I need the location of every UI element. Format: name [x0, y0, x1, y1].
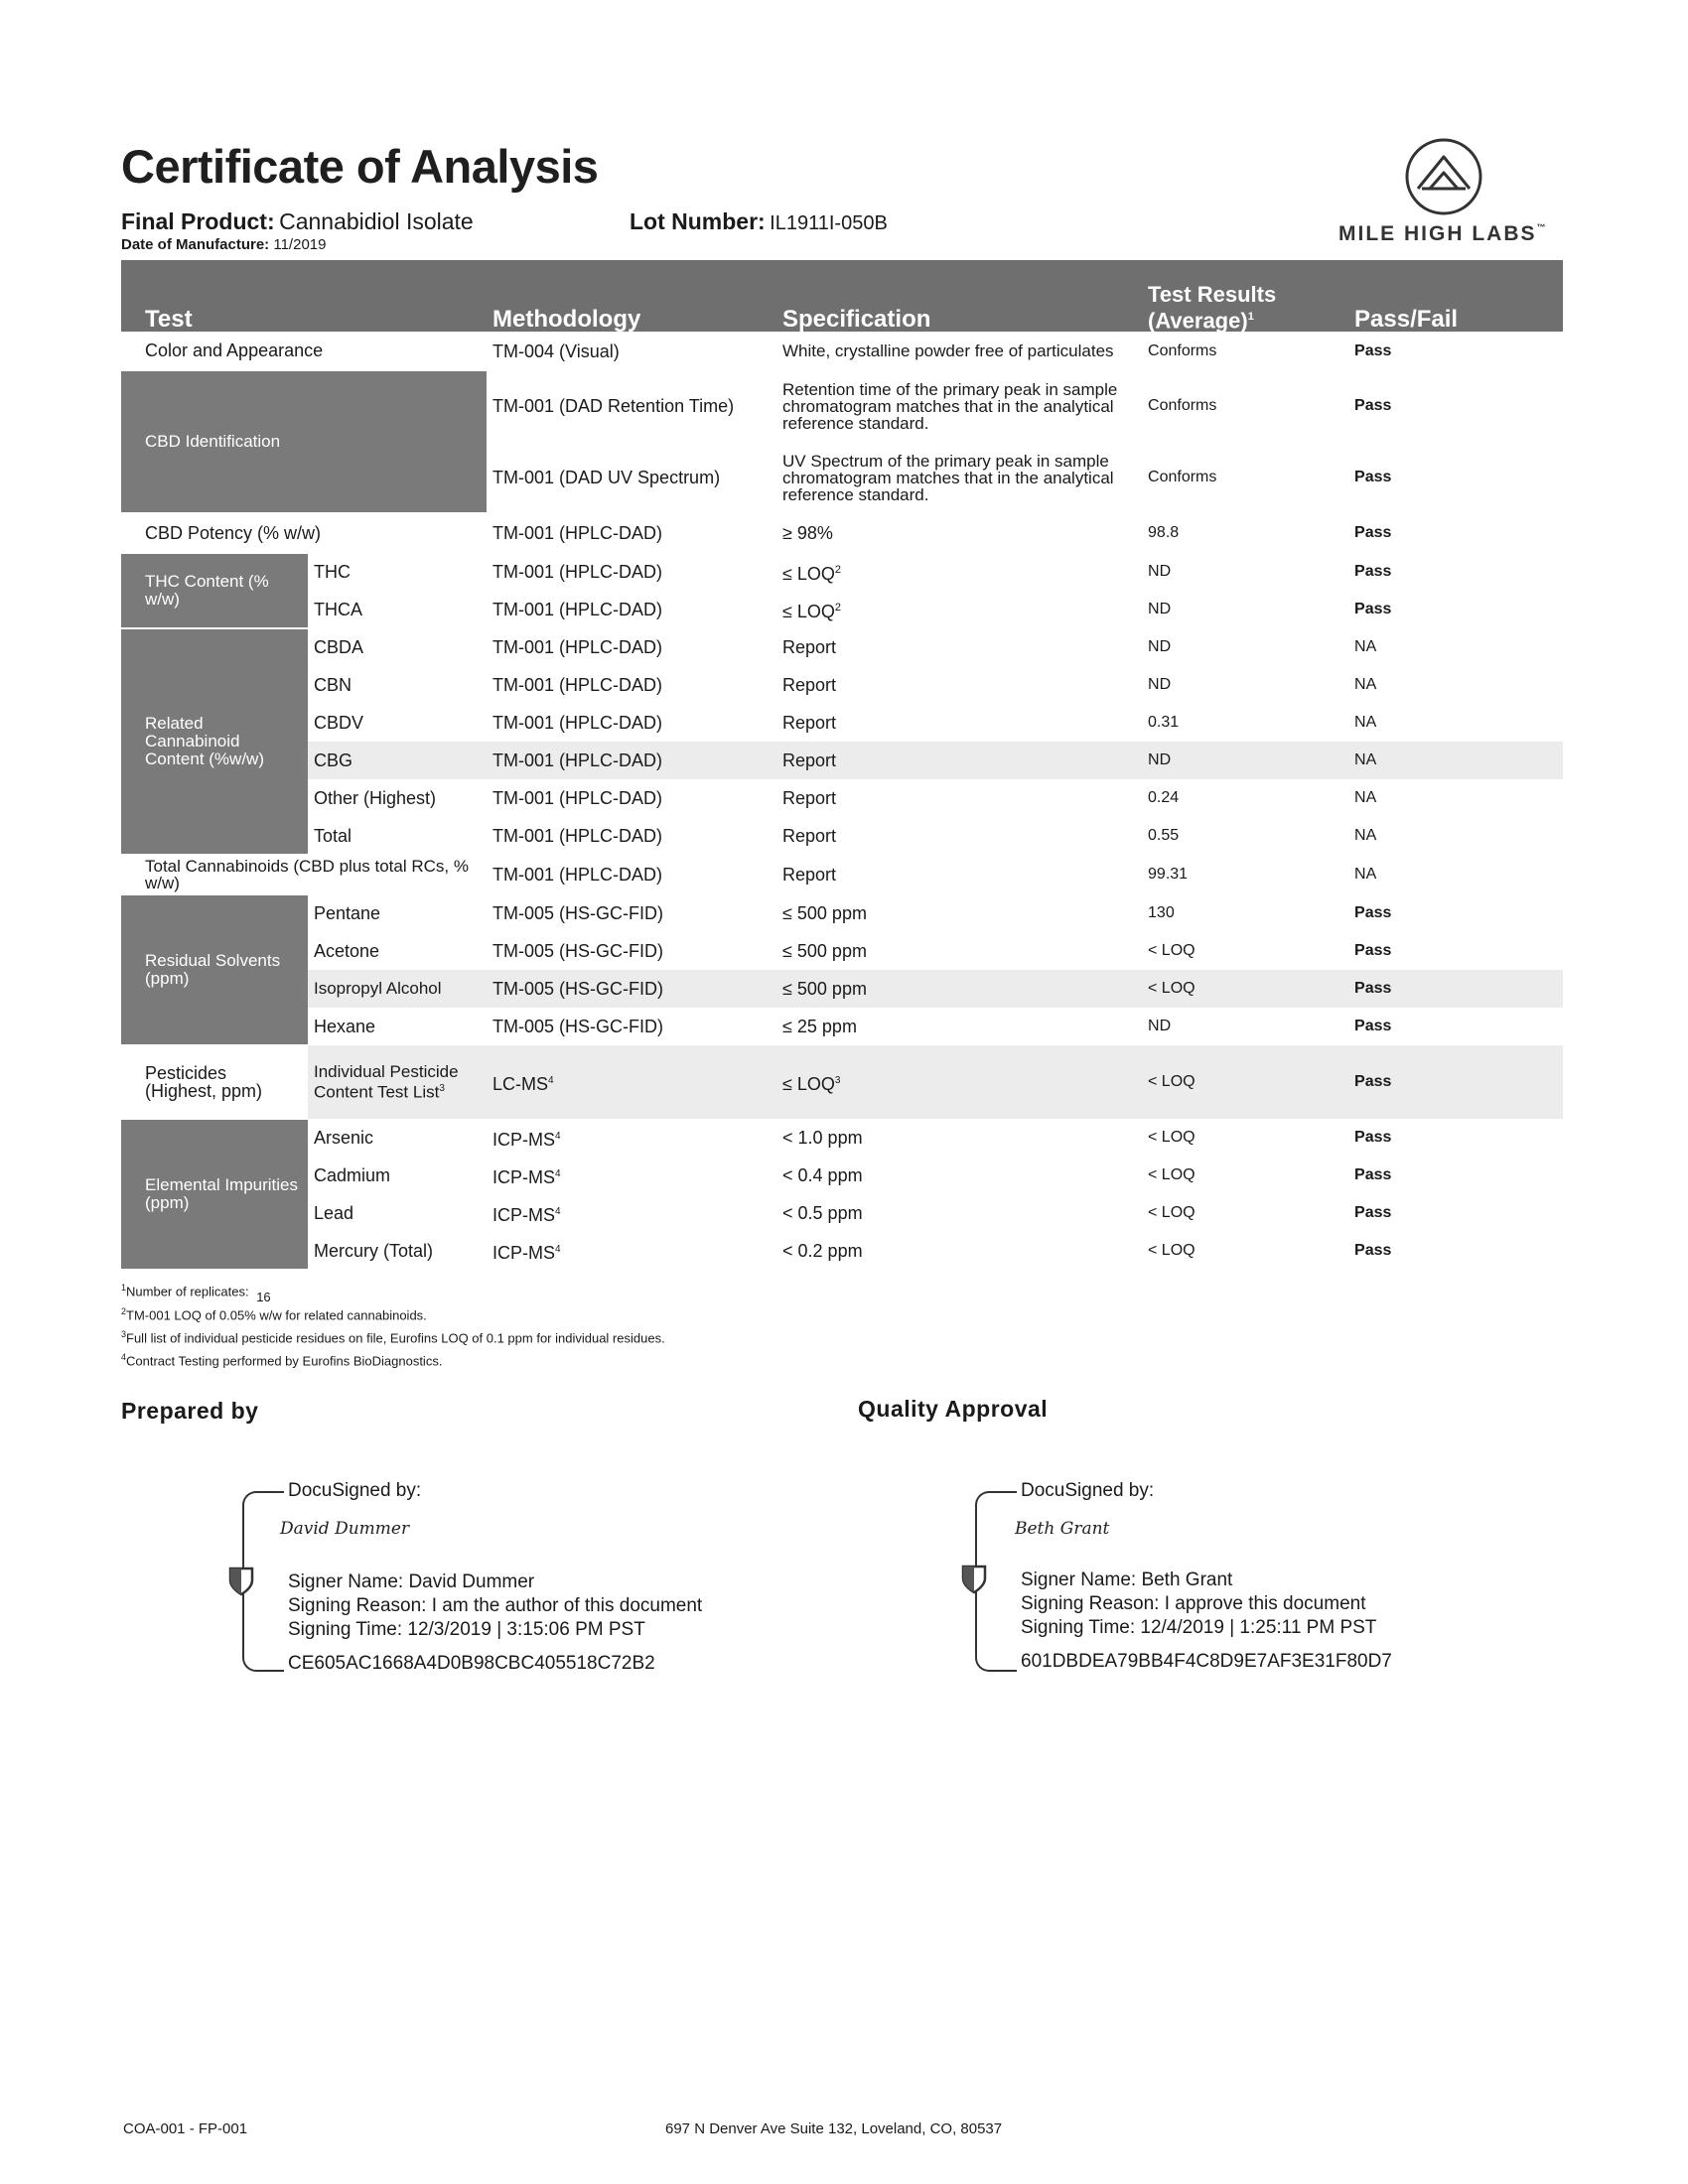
footnote-text: Number of replicates: [126, 1284, 249, 1299]
spec: < 1.0 ppm [782, 1128, 863, 1148]
spec [776, 591, 1142, 628]
signing-reason: Signing Reason: I approve this document [1021, 1593, 1366, 1614]
table-row [121, 970, 1563, 1008]
result: < LOQ [1148, 1204, 1196, 1221]
spec: < 0.4 ppm [782, 1165, 863, 1185]
signature-details [1021, 1569, 1376, 1640]
col-header-methodology: Methodology [487, 260, 776, 332]
group-label: Residual Solvents (ppm) [121, 894, 308, 1045]
footnote-3 [121, 1329, 665, 1345]
table-row [121, 1008, 1563, 1045]
pass-fail: Pass [1348, 1045, 1563, 1119]
spec: UV Spectrum of the primary peak in sample chromatogram matches that in the analytical reference standard. [782, 451, 1114, 504]
result: 99.31 [1148, 866, 1189, 883]
shield-icon [961, 1565, 987, 1594]
pass-fail: Pass [1348, 970, 1563, 1008]
result: ND [1148, 563, 1172, 580]
analyte: CBDA [314, 637, 364, 657]
method [487, 1194, 776, 1232]
table-row [121, 628, 1563, 666]
product-value: Cannabidiol Isolate [279, 208, 474, 234]
pass-fail: NA [1354, 676, 1377, 693]
pass-fail: NA [1354, 866, 1377, 883]
product-label: Final Product: [121, 208, 275, 234]
table-row [121, 932, 1563, 970]
table-row [121, 1119, 1563, 1157]
spec: ≤ 25 ppm [782, 1017, 857, 1036]
analyte: CBG [308, 742, 487, 779]
results-table [121, 260, 1563, 1271]
col-header-results [1142, 260, 1348, 332]
results-header-text: Test Results (Average) [1148, 281, 1277, 333]
analyte: CBN [314, 675, 352, 695]
method: TM-005 (HS-GC-FID) [492, 1017, 664, 1036]
analyte: CBDV [314, 713, 364, 733]
signature-hash: 601DBDEA79BB4F4C8D9E7AF3E31F80D7 [1021, 1651, 1392, 1672]
method-footnote: 4 [548, 1074, 554, 1086]
spec: < 0.2 ppm [782, 1241, 863, 1261]
spec: < 0.5 ppm [782, 1203, 863, 1223]
method: TM-001 (HPLC-DAD) [492, 788, 663, 808]
test-name: CBD Potency (% w/w) [145, 523, 322, 543]
spec-text: ≤ LOQ [782, 602, 835, 621]
footnote-1 [121, 1283, 271, 1305]
spec-footnote: 2 [834, 602, 842, 614]
pass-fail: Pass [1354, 1166, 1392, 1183]
group-label: Related Cannabinoid Content (%w/w) [121, 628, 308, 855]
spec: ≥ 98% [782, 523, 833, 543]
result: < LOQ [1148, 1166, 1196, 1183]
group-label: Elemental Impurities (ppm) [121, 1119, 308, 1270]
result: < LOQ [1148, 942, 1196, 959]
handwritten-signature: Beth Grant [1015, 1519, 1110, 1539]
test-name: Color and Appearance [145, 341, 324, 360]
result: 0.24 [1148, 789, 1180, 806]
quality-approval-title: Quality Approval [858, 1396, 1049, 1422]
page-title: Certificate of Analysis [121, 140, 599, 193]
result: 0.31 [1148, 714, 1180, 731]
method-text: ICP-MS [492, 1204, 556, 1225]
footnote-mark: 4 [121, 1352, 127, 1362]
table-header-row [121, 260, 1563, 332]
method-text: ICP-MS [492, 1129, 556, 1150]
analyte: Hexane [314, 1017, 376, 1036]
result: Conforms [1148, 341, 1217, 359]
method-text: ICP-MS [492, 1166, 556, 1187]
lot-value: IL1911I-050B [770, 212, 888, 234]
result: ND [1148, 601, 1172, 617]
spec: Report [782, 675, 837, 695]
brand-name [1338, 222, 1548, 246]
table-row [121, 332, 1563, 370]
signature-details [288, 1570, 702, 1642]
result: ND [1142, 742, 1348, 779]
spec: ≤ 500 ppm [776, 970, 1142, 1008]
analyte-text: Individual Pesticide Content Test List [314, 1062, 459, 1102]
col-header-test: Test [121, 260, 487, 332]
table-row [121, 817, 1563, 855]
shield-icon [228, 1567, 254, 1596]
trademark-mark: ™ [1536, 222, 1548, 232]
table-row [121, 1232, 1563, 1270]
mfg-value: 11/2019 [273, 236, 327, 253]
col-header-passfail: Pass/Fail [1348, 260, 1563, 332]
pass-fail: Pass [1354, 397, 1392, 414]
analyte: Arsenic [314, 1128, 374, 1148]
method: TM-001 (HPLC-DAD) [492, 826, 663, 846]
method: TM-001 (HPLC-DAD) [492, 600, 663, 619]
footnote-4 [121, 1352, 442, 1368]
result: 130 [1148, 904, 1175, 921]
method-footnote: 4 [555, 1205, 561, 1217]
result: < LOQ [1142, 970, 1348, 1008]
spec: Report [776, 742, 1142, 779]
pass-fail: Pass [1354, 1204, 1392, 1221]
pass-fail: NA [1354, 638, 1377, 655]
method: TM-001 (DAD UV Spectrum) [492, 468, 721, 487]
spec: ≤ 500 ppm [782, 903, 867, 923]
spec [776, 1045, 1142, 1119]
table-row [121, 1194, 1563, 1232]
analyte: Other (Highest) [314, 788, 437, 808]
mfg-label: Date of Manufacture: [121, 236, 270, 253]
spec: White, crystalline powder free of particulates [782, 341, 1114, 360]
handwritten-signature: David Dummer [280, 1519, 410, 1539]
table-row [121, 1045, 1563, 1119]
footnote-text: TM-001 LOQ of 0.05% w/w for related cannabinoids. [126, 1307, 427, 1323]
method-footnote: 4 [555, 1167, 561, 1179]
results-footnote-marker: 1 [1247, 310, 1254, 323]
result: ND [1148, 1018, 1172, 1034]
footnote-mark: 2 [121, 1306, 127, 1316]
method: TM-001 (HPLC-DAD) [492, 713, 663, 733]
method: TM-001 (DAD Retention Time) [492, 396, 735, 416]
analyte: Total [314, 826, 352, 846]
spec-footnote: 2 [834, 564, 842, 576]
method: TM-005 (HS-GC-FID) [487, 970, 776, 1008]
analyte: Cadmium [314, 1165, 391, 1185]
method: TM-001 (HPLC-DAD) [492, 675, 663, 695]
spec-text: ≤ LOQ [782, 1073, 835, 1094]
pass-fail: Pass [1354, 1018, 1392, 1034]
group-label: CBD Identification [121, 370, 487, 513]
signer-name: Signer Name: David Dummer [288, 1571, 535, 1592]
table-row [121, 513, 1563, 553]
method: TM-005 (HS-GC-FID) [492, 941, 664, 961]
result: ND [1148, 638, 1172, 655]
table-row [121, 591, 1563, 628]
table-row [121, 894, 1563, 932]
group-label: THC Content (% w/w) [121, 553, 308, 628]
product-line [121, 208, 474, 235]
method-footnote: 4 [555, 1243, 561, 1255]
pass-fail: Pass [1354, 563, 1392, 580]
result: 98.8 [1148, 524, 1180, 541]
method: TM-001 (HPLC-DAD) [487, 742, 776, 779]
table-row [121, 742, 1563, 779]
footnote-mark: 3 [121, 1329, 127, 1339]
prepared-by-title: Prepared by [121, 1398, 259, 1424]
pass-fail: Pass [1354, 341, 1392, 359]
brand-text: MILE HIGH LABS [1338, 222, 1537, 245]
table-row [121, 779, 1563, 817]
analyte-footnote: 3 [439, 1083, 445, 1095]
method-text: ICP-MS [492, 1242, 556, 1263]
document-code: COA-001 - FP-001 [123, 2120, 248, 2137]
spec: Report [782, 865, 837, 885]
method: TM-004 (Visual) [492, 341, 620, 361]
method: TM-001 (HPLC-DAD) [492, 637, 663, 657]
table-row [121, 666, 1563, 704]
pass-fail: NA [1348, 742, 1563, 779]
spec-footnote: 3 [834, 1074, 841, 1086]
spec: Report [782, 637, 837, 657]
signing-reason: Signing Reason: I am the author of this document [288, 1595, 703, 1616]
pass-fail: NA [1354, 827, 1377, 844]
method [487, 1045, 776, 1119]
table-row [121, 1157, 1563, 1194]
analyte: Pentane [314, 903, 381, 923]
method: TM-001 (HPLC-DAD) [492, 523, 663, 543]
pass-fail: Pass [1354, 601, 1392, 617]
footnote-2 [121, 1306, 427, 1322]
table-row [121, 704, 1563, 742]
spec [776, 553, 1142, 591]
mountain-logo-icon [1404, 137, 1483, 216]
pass-fail: NA [1354, 789, 1377, 806]
table-row [121, 370, 1563, 442]
docusigned-label: DocuSigned by: [288, 1480, 422, 1501]
method [487, 1119, 776, 1157]
signer-name: Signer Name: Beth Grant [1021, 1570, 1233, 1590]
result: Conforms [1148, 469, 1217, 485]
lot-line [630, 208, 888, 235]
test-name: Pesticides (Highest, ppm) [121, 1045, 308, 1119]
pass-fail: Pass [1354, 1129, 1392, 1146]
result: ND [1148, 676, 1172, 693]
analyte: Lead [314, 1203, 354, 1223]
pass-fail: Pass [1354, 904, 1392, 921]
pass-fail: NA [1354, 714, 1377, 731]
result: < LOQ [1142, 1045, 1348, 1119]
col-header-specification: Specification [776, 260, 1142, 332]
analyte: Isopropyl Alcohol [308, 970, 487, 1008]
signing-time: Signing Time: 12/3/2019 | 3:15:06 PM PST [288, 1619, 645, 1640]
pass-fail: Pass [1354, 469, 1392, 485]
method-footnote: 4 [555, 1130, 561, 1142]
analyte: Mercury (Total) [314, 1241, 434, 1261]
result: Conforms [1148, 397, 1217, 414]
pass-fail: Pass [1354, 1242, 1392, 1259]
analyte: Acetone [314, 941, 380, 961]
pass-fail: Pass [1354, 524, 1392, 541]
analyte: THC [314, 562, 351, 582]
pass-fail: Pass [1354, 942, 1392, 959]
docusigned-label: DocuSigned by: [1021, 1480, 1155, 1501]
result: < LOQ [1148, 1129, 1196, 1146]
method [487, 1157, 776, 1194]
analyte [308, 1045, 487, 1119]
manufacture-date [121, 236, 326, 253]
method: TM-005 (HS-GC-FID) [492, 903, 664, 923]
spec: Report [782, 713, 837, 733]
result: 0.55 [1148, 827, 1180, 844]
company-address: 697 N Denver Ave Suite 132, Loveland, CO, 80537 [665, 2120, 1003, 2137]
table-row [121, 553, 1563, 591]
method: TM-001 (HPLC-DAD) [492, 562, 663, 582]
replicates-value: 16 [256, 1290, 271, 1305]
signing-time: Signing Time: 12/4/2019 | 1:25:11 PM PST [1021, 1617, 1377, 1638]
table-row [121, 855, 1563, 894]
method-text: LC-MS [492, 1073, 549, 1094]
spec-text: ≤ LOQ [782, 564, 835, 584]
footnote-text: Contract Testing performed by Eurofins BioDiagnostics. [126, 1353, 443, 1369]
spec: Report [782, 788, 837, 808]
method [487, 1232, 776, 1270]
footnote-text: Full list of individual pesticide residues on file, Eurofins LOQ of 0.1 ppm for individual residues. [126, 1330, 665, 1346]
spec: Retention time of the primary peak in sample chromatogram matches that in the analytical reference standard. [782, 379, 1118, 433]
signature-hash: CE605AC1668A4D0B98CBC405518C72B2 [288, 1653, 655, 1674]
test-name: Total Cannabinoids (CBD plus total RCs, % w/w) [145, 857, 469, 892]
footnote-mark: 1 [121, 1283, 127, 1293]
spec: Report [782, 826, 837, 846]
spec: ≤ 500 ppm [782, 941, 867, 961]
lot-label: Lot Number: [630, 208, 766, 234]
analyte: THCA [314, 600, 362, 619]
result: < LOQ [1148, 1242, 1196, 1259]
method: TM-001 (HPLC-DAD) [492, 865, 663, 885]
